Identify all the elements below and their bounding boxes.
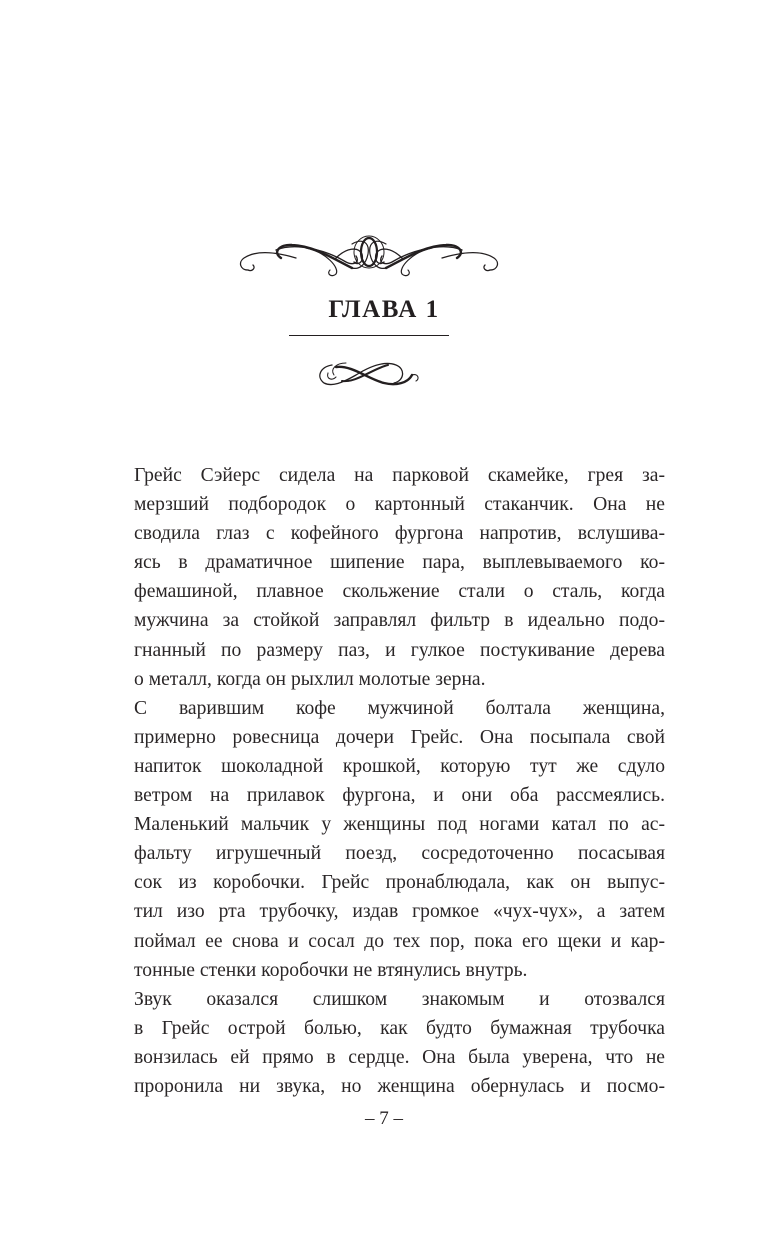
text-line: фемашиной, плавное скольжение стали о сталь, когда	[134, 581, 665, 603]
text-line: тонные стенки коробочки не втянулись внутрь.	[134, 959, 528, 981]
text-line: в Грейс острой болью, как будто бумажная трубочка	[134, 1017, 665, 1039]
text-line: сводила глаз с кофейного фургона напротив, вслушива-	[134, 523, 665, 545]
text-line: мужчина за стойкой заправлял фильтр в идеально подо-	[134, 610, 665, 632]
text-line: С варившим кофе мужчиной болтала женщина,	[134, 697, 665, 719]
chapter-heading: ГЛАВА 1	[328, 296, 440, 323]
text-line: гнанный по размеру паз, и гулкое постукивание дерева	[134, 639, 665, 661]
text-line: Звук оказался слишком знакомым и отозвался	[134, 988, 665, 1010]
flourish-ornament-top-icon	[236, 232, 502, 280]
text-line: мерзший подбородок о картонный стаканчик. Она не	[134, 494, 665, 516]
text-line: ветром на прилавок фургона, и они оба рассмеялись.	[134, 785, 665, 807]
text-line: сок из коробочки. Грейс пронаблюдала, как он выпус-	[134, 872, 665, 894]
text-line: примерно ровесница дочери Грейс. Она посыпала свой	[134, 726, 665, 748]
text-line: проронила ни звука, но женщина обернулась и посмо-	[134, 1075, 665, 1097]
flourish-ornament-bottom-icon	[312, 357, 424, 389]
text-line: ясь в драматичное шипение пара, выплевываемого ко-	[134, 552, 665, 574]
paragraph-1	[102, 461, 665, 694]
text-line: напиток шоколадной крошкой, которую тут же сдуло	[134, 755, 665, 777]
text-line: Грейс Сэйерс сидела на парковой скамейке, грея за-	[134, 465, 665, 486]
paragraph-3	[102, 985, 665, 1101]
text-line: поймал ее снова и сосал до тех пор, пока его щеки и кар-	[134, 930, 665, 952]
text-line: тил изо рта трубочку, издав громкое «чух-чух», а затем	[134, 901, 665, 923]
text-line: вонзилась ей прямо в сердце. Она была уверена, что не	[134, 1046, 665, 1068]
paragraph-2	[102, 694, 665, 985]
page-number: – 7 –	[365, 1108, 403, 1129]
chapter-body-text	[102, 461, 665, 1101]
heading-divider-rule	[289, 335, 449, 336]
text-line: о металл, когда он рыхлил молотые зерна.	[134, 668, 486, 690]
text-line: фальту игрушечный поезд, сосредоточенно посасывая	[134, 843, 665, 865]
text-line: Маленький мальчик у женщины под ногами катал по ас-	[134, 814, 665, 836]
